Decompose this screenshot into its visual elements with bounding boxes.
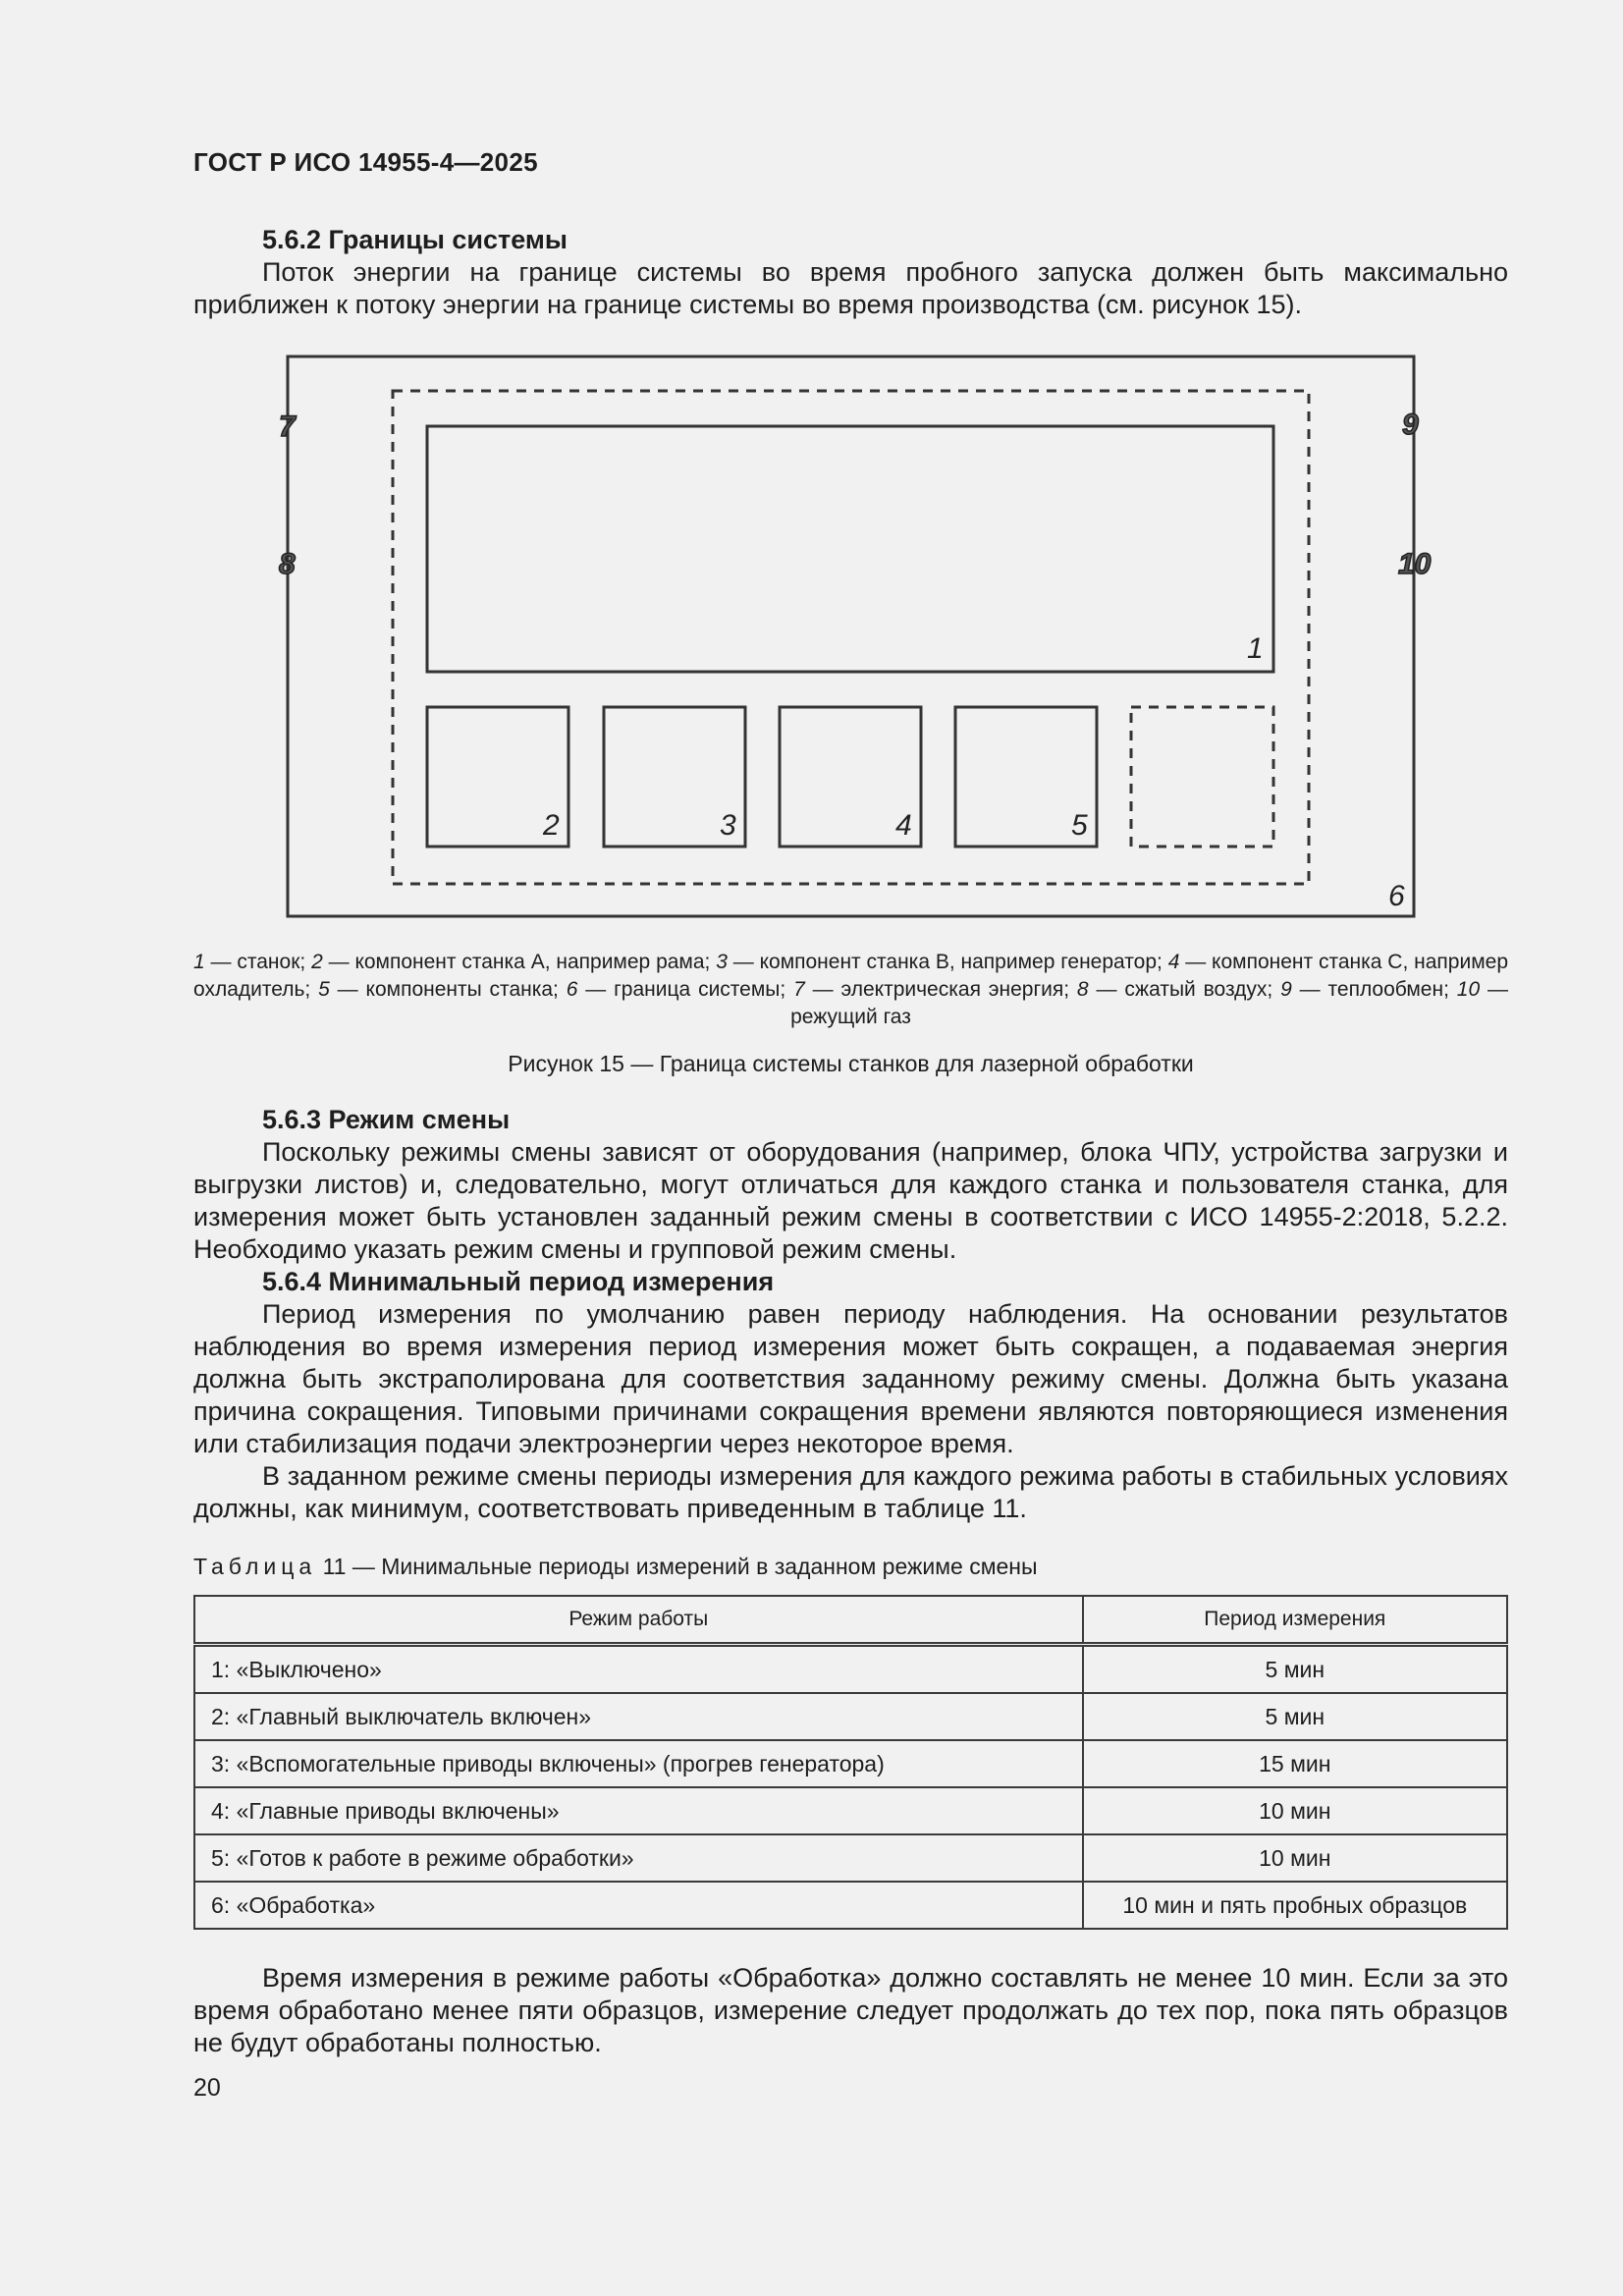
table-cell: 5 мин (1083, 1645, 1507, 1694)
legend-number: 4 (1167, 951, 1180, 973)
figure-system-boundary (279, 352, 1432, 921)
table-cell: 3: «Вспомогательные приводы включены» (прогрев генератора) (194, 1740, 1083, 1787)
table-cell: 4: «Главные приводы включены» (194, 1787, 1083, 1834)
label-electric-energy: 7 (279, 410, 296, 443)
closing-section (193, 1962, 1508, 2059)
legend-number: 8 (1076, 978, 1089, 1001)
table-cell: 10 мин (1083, 1787, 1507, 1834)
paragraph: В заданном режиме смены периоды измерения для каждого режима работы в стабильных условиях должны, как минимум, соответствовать приведенным в таблице 11. (193, 1461, 1508, 1523)
legend-text: — теплообмен; (1291, 978, 1457, 1001)
section-heading: 5.6.4 Минимальный период измерения (262, 1267, 775, 1296)
figure-caption: Рисунок 15 — Граница системы станков для лазерной обработки (508, 1051, 1194, 1076)
table-caption (193, 1554, 1038, 1580)
legend-text: — компонент станка C, например охладитель; (193, 951, 1508, 1001)
paragraph: Поток энергии на границе системы во время пробного запуска должен быть максимально приближен к потоку энергии на границе системы во время производства (см. рисунок 15). (193, 257, 1508, 319)
label-component-b: 3 (720, 809, 736, 842)
legend-number: 7 (793, 978, 805, 1001)
legend-number: 9 (1280, 978, 1292, 1001)
table-row (194, 1787, 1507, 1834)
table-row (194, 1834, 1507, 1882)
table-row (194, 1645, 1507, 1694)
table-cell: 5 мин (1083, 1693, 1507, 1740)
label-component-a: 2 (543, 809, 560, 842)
legend-number: 3 (716, 951, 728, 973)
legend-text: — компоненты станка; (329, 978, 567, 1001)
section-heading: 5.6.2 Границы системы (262, 225, 568, 254)
table-cell: 5: «Готов к работе в режиме обработки» (194, 1834, 1083, 1882)
label-compressed-air: 8 (279, 548, 296, 580)
table-cell: 2: «Главный выключатель включен» (194, 1693, 1083, 1740)
table-header-row (194, 1596, 1507, 1645)
legend-text: — компонент станка B, например генератор; (727, 951, 1168, 973)
table-row (194, 1693, 1507, 1740)
table-cell: 1: «Выключено» (194, 1645, 1083, 1694)
figure-legend (193, 949, 1508, 1031)
section-5-6-2 (193, 224, 1508, 321)
legend-number: 2 (311, 951, 323, 973)
table-caption-text: 11 — Минимальные периоды измерений в заданном режиме смены (316, 1554, 1038, 1579)
legend-text: — граница системы; (577, 978, 794, 1001)
legend-text: — электрическая энергия; (804, 978, 1077, 1001)
label-cutting-gas: 10 (1398, 548, 1432, 580)
label-component-c: 4 (895, 809, 912, 842)
legend-number: 5 (318, 978, 330, 1001)
table-row (194, 1740, 1507, 1787)
section-5-6-3-and-5-6-4 (193, 1104, 1508, 1525)
legend-number: 10 (1456, 978, 1481, 1001)
page-number: 20 (193, 2074, 221, 2102)
document-header: ГОСТ Р ИСО 14955-4—2025 (193, 147, 538, 177)
legend-text: — компонент станка A, например рама; (322, 951, 717, 973)
measurement-periods-table (193, 1595, 1508, 1930)
section-heading: 5.6.3 Режим смены (262, 1105, 511, 1134)
table-row (194, 1882, 1507, 1929)
label-machine: 1 (1247, 632, 1264, 665)
label-components: 5 (1071, 809, 1088, 842)
legend-number: 1 (193, 951, 205, 973)
legend-text: — сжатый воздух; (1088, 978, 1281, 1001)
legend-text: — режущий газ (790, 978, 1508, 1028)
table-cell: 10 мин и пять пробных образцов (1083, 1882, 1507, 1929)
paragraph: Поскольку режимы смены зависят от оборудования (например, блока ЧПУ, устройства загрузки и выгрузки листов) и, следовательно, могут отличаться для каждого станка и пользователя станка, для измерения может быть установлен заданный режим смены в соответствии с ИСО 14955-2:2018, 5.2.2. Необходимо указать режим смены и групповой режим смены. (193, 1137, 1508, 1264)
table-caption-word: Таблица (193, 1554, 317, 1579)
label-heat-exchange: 9 (1402, 409, 1419, 441)
table-cell: 15 мин (1083, 1740, 1507, 1787)
paragraph: Время измерения в режиме работы «Обработка» должно составлять не менее 10 мин. Если за это время обработано менее пяти образцов, измерение следует продолжать до тех пор, пока пять образцов не будут обработаны полностью. (193, 1963, 1508, 2057)
legend-number: 6 (566, 978, 578, 1001)
column-header: Режим работы (194, 1596, 1083, 1645)
paragraph: Период измерения по умолчанию равен периоду наблюдения. На основании результатов наблюдения во время измерения период измерения может быть сокращен, а подаваемая энергия должна быть экстраполирована для соответствия заданному режиму смены. Должна быть указана причина сокращения. Типовыми причинами сокращения времени являются повторяющиеся изменения или стабилизация подачи электроэнергии через некоторое время. (193, 1299, 1508, 1458)
column-header: Период измерения (1083, 1596, 1507, 1645)
label-system-boundary: 6 (1388, 880, 1405, 912)
legend-text: — станок; (204, 951, 312, 973)
table-cell: 6: «Обработка» (194, 1882, 1083, 1929)
table-cell: 10 мин (1083, 1834, 1507, 1882)
